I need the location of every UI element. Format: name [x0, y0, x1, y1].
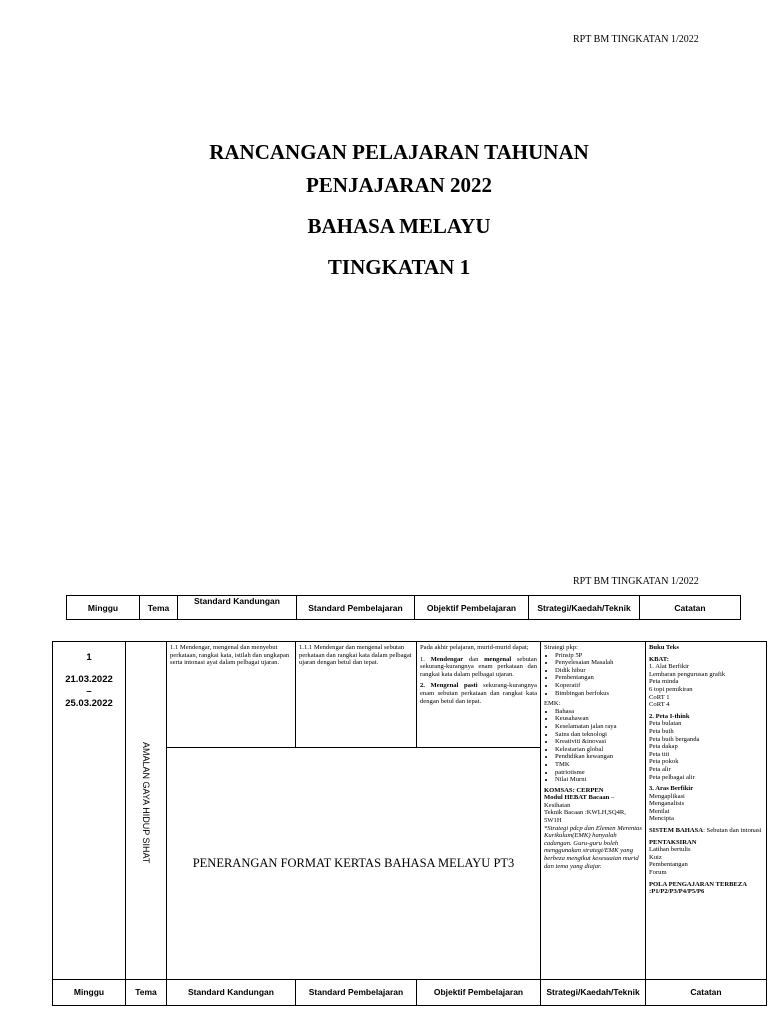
pentaksiran-item: Pembentangan — [649, 861, 688, 869]
footer-col-standard-pembelajaran: Standard Pembelajaran — [296, 979, 417, 1005]
objektif-1-rest: sebutan sekurang-kurangnya enam perkataan dan rangkai kata dalam pelbagai ujaran. — [420, 655, 537, 678]
objektif-1-verb2: mengenal — [484, 655, 512, 663]
aras-item: Mengaplikasi — [649, 792, 685, 800]
header-table — [66, 595, 741, 620]
doc-title-4: TINGKATAN 1 — [327, 255, 471, 279]
teknik-bacaan: Teknik Bacaan :KWLH,SQ4R, 5W1H — [544, 809, 626, 825]
tema-cell — [126, 642, 167, 980]
objektif-2-rest: sekurang-kurangnya enam sebutan perkataan dan rangkai kata dengan betul dan tepat. — [420, 682, 537, 705]
objektif-cell — [417, 642, 541, 748]
kbat-line: 1. Alat Berfikir — [649, 663, 690, 671]
objektif-1-num: 1. — [420, 655, 425, 663]
kbat-line: 6 topi pemikiran — [649, 685, 693, 693]
pentaksiran-item: Latihan bertulis — [649, 846, 691, 854]
list-item: • Keselamatan jalan raya — [555, 723, 642, 731]
date-start: 21.03.2022 — [65, 674, 113, 685]
week-cell — [53, 642, 126, 980]
col-objektif: Objektif Pembelajaran — [415, 596, 529, 620]
peta-item: Peta alir — [649, 765, 671, 773]
list-item: • Pembentangan — [555, 674, 642, 682]
objektif-1-verb1: Mendengar — [430, 655, 464, 663]
list-item: • Pendidikan kewangan — [555, 753, 642, 761]
strategi-cell — [541, 642, 646, 980]
strategi-title: Strategi pkp: — [544, 644, 578, 651]
list-item: • Didik hibur — [555, 667, 642, 675]
date-separator: – — [86, 686, 92, 697]
col-minggu: Minggu — [67, 596, 140, 620]
page-header: RPT BM TINGKATAN 1/2022 — [573, 34, 699, 45]
kbat-line: CoRT 4 — [649, 701, 670, 709]
peta-item: Peta titi — [649, 750, 670, 758]
peta-item: Peta buih berganda — [649, 735, 700, 743]
doc-title-3: BAHASA MELAYU — [307, 214, 491, 238]
list-item: • Bahasa — [555, 708, 642, 716]
emk-list — [544, 708, 642, 784]
kbat-line: CoRT 1 — [649, 693, 670, 701]
peta-item: Peta dakap — [649, 743, 678, 751]
peta-item: Peta pokok — [649, 758, 679, 766]
list-item: • Nilai Murni — [555, 776, 642, 784]
modul-topic: – Kesihatan — [544, 794, 615, 809]
aras-item: Menganalisis — [649, 800, 685, 808]
peta-title: 2. Peta I-think — [649, 712, 690, 720]
catatan-cell — [646, 642, 767, 980]
kbat-title: KBAT: — [649, 655, 669, 663]
list-item: • Bimbingan berfokus — [555, 690, 642, 698]
page-header-2: RPT BM TINGKATAN 1/2022 — [573, 576, 699, 587]
footer-col-tema: Tema — [126, 979, 167, 1005]
aras-item: Mencipta — [649, 815, 674, 823]
peta-item: Peta pelbagai alir — [649, 773, 695, 781]
pola-pengajaran: POLA PENGAJARAN TERBEZA :P1/P2/P3/P4/P5/P6 — [649, 880, 747, 896]
sistem-bahasa: SISTEM BAHASA — [649, 827, 704, 835]
list-item: • TMK — [555, 761, 642, 769]
kbat-line: Peta minda — [649, 678, 679, 686]
peta-item: Peta bulatan — [649, 720, 682, 728]
list-item: • Sains dan teknologi — [555, 731, 642, 739]
peta-item: Peta buih — [649, 727, 674, 735]
col-strategi: Strategi/Kaedah/Teknik — [529, 596, 640, 620]
list-item: • Kreativiti &inovasi — [555, 738, 642, 746]
pentaksiran-item: Forum — [649, 869, 667, 877]
strategi-list — [544, 652, 642, 698]
pentaksiran-title: PENTAKSIRAN — [649, 838, 697, 846]
objektif-intro: Pada akhir pelajaran, murid-murid dapat; — [420, 644, 529, 651]
week-number: 1 — [86, 652, 92, 663]
doc-title-1: RANCANGAN PELAJARAN TAHUNAN — [209, 140, 589, 164]
kbat-line: Lembaran pengurusan grafik — [649, 670, 726, 678]
footer-col-strategi: Strategi/Kaedah/Teknik — [541, 979, 646, 1005]
standard-kandungan-text: 1.1 Mendengar, mengenal dan menyebut perkataan, rangkai kata, istilah dan ungkapan serta intonasi ayat dalam pelbagai ujaran. — [167, 642, 296, 748]
sistem-bahasa-text: : Sebutan dan intonasi — [703, 827, 762, 835]
tema-text: AMALAN GAYA HIDUP SIHAT — [141, 742, 151, 864]
aras-item: Menilai — [649, 807, 670, 815]
col-tema: Tema — [140, 596, 178, 620]
objektif-2-verb: 2. Mengenal pasti — [420, 682, 478, 690]
footer-col-catatan: Catatan — [646, 979, 767, 1005]
aras-title: 3. Aras Berfikir — [649, 785, 694, 793]
doc-title-2: PENJAJARAN 2022 — [305, 173, 493, 197]
col-standard-kandungan: Standard Kandungan — [178, 596, 297, 620]
list-item: • Prinsip 5P — [555, 652, 642, 660]
komsas: KOMSAS: CERPEN — [544, 786, 604, 794]
modul-hebat: Modul HEBAT Bacaan — [544, 794, 610, 802]
strategi-note: *Strategi pdcp dan Elemen Merentas Kurikulum(EMK) hanyalah cadangan. Guru-guru boleh menggunakan strategi/EMK yang berbeza mengikut kesesuaian murid dan tema yang diajar. — [544, 824, 642, 870]
list-item: • Penyelesaian Masalah — [555, 659, 642, 667]
content-table — [52, 641, 767, 1006]
footer-col-standard-kandungan: Standard Kandungan — [167, 979, 296, 1005]
footer-col-objektif: Objektif Pembelajaran — [417, 979, 541, 1005]
list-item: • Koperatif — [555, 682, 642, 690]
pentaksiran-item: Kuiz — [649, 853, 662, 861]
emk-title: EMK: — [544, 700, 561, 708]
col-standard-pembelajaran: Standard Pembelajaran — [297, 596, 415, 620]
objektif-1-and: dan — [468, 655, 479, 663]
format-heading: PENERANGAN FORMAT KERTAS BAHASA MELAYU PT3 — [167, 748, 541, 980]
list-item: • patriotisme — [555, 769, 642, 777]
buku-teks: Buku Teks — [649, 644, 679, 651]
list-item: • Kelestarian global — [555, 746, 642, 754]
col-catatan: Catatan — [640, 596, 741, 620]
list-item: • Keusahawan — [555, 715, 642, 723]
footer-col-minggu: Minggu — [53, 979, 126, 1005]
standard-pembelajaran-text: 1.1.1 Mendengar dan mengenal sebutan perkataan dan rangkai kata dalam pelbagai ujaran dengan betul dan tepat. — [296, 642, 417, 748]
date-end: 25.03.2022 — [65, 698, 113, 709]
